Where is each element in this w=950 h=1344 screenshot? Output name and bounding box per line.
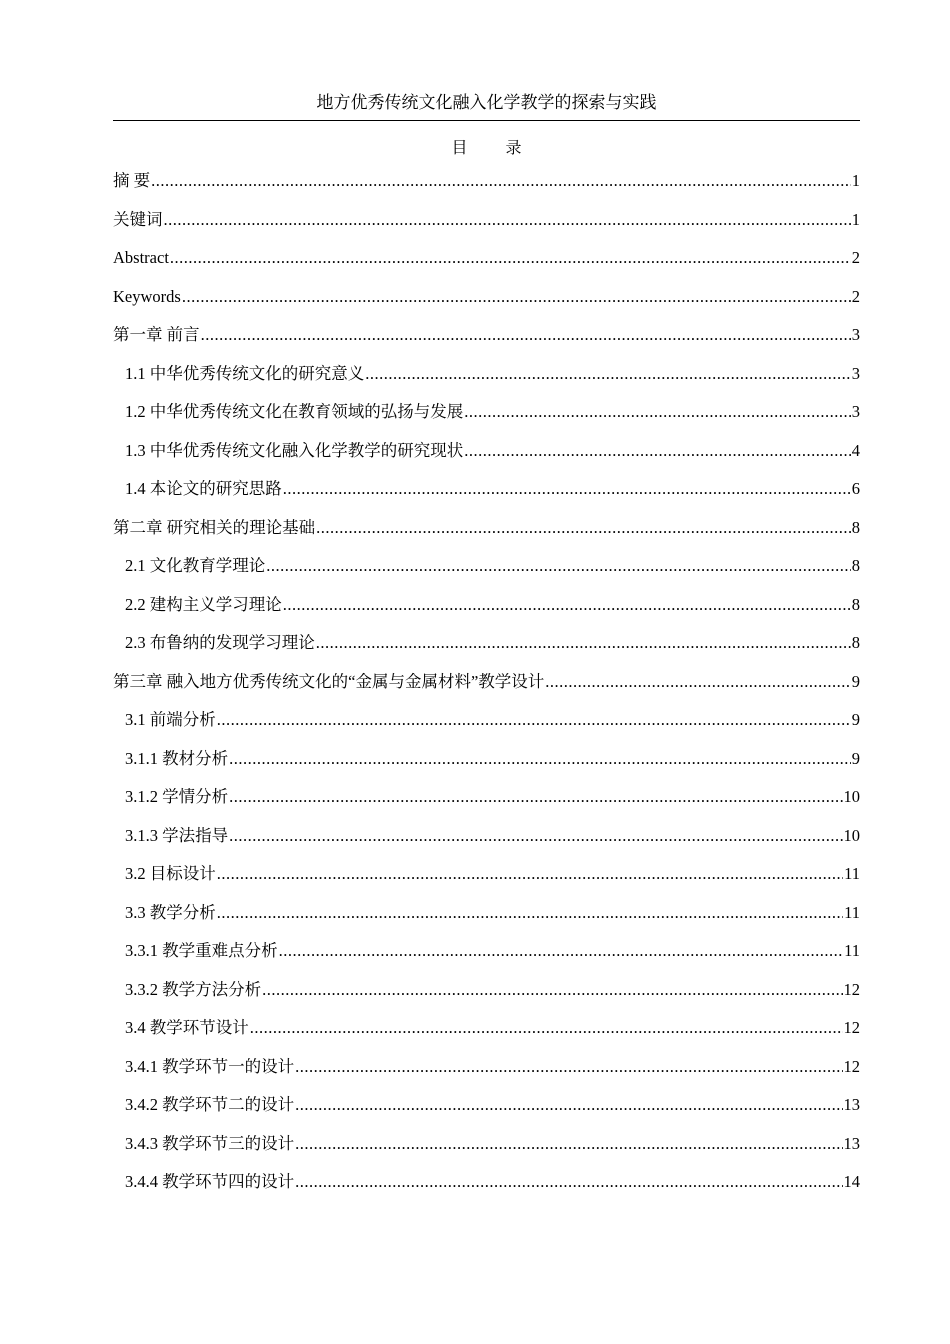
toc-dot-leader [217,707,851,733]
toc-entry-label: 摘 要 [113,171,151,190]
toc-entry-page-number: 8 [851,633,860,652]
toc-entry-page-number: 10 [843,825,860,845]
toc-entry[interactable] [113,669,860,708]
toc-entry-label: 3.4.4 教学环节四的设计 [125,1172,295,1191]
toc-entry-label: 3.4 教学环节设计 [125,1018,249,1037]
toc-entry-label: Abstract [113,248,169,267]
toc-dot-leader [283,476,851,502]
toc-entry-label: 2.2 建构主义学习理论 [125,594,282,614]
toc-entry[interactable] [113,630,860,669]
toc-entry[interactable] [113,900,860,939]
toc-entry[interactable] [113,476,860,515]
toc-dot-leader [283,592,851,618]
toc-entry[interactable] [113,515,860,554]
toc-entry-label: 1.3 中华优秀传统文化融入化学教学的研究现状 [125,440,464,460]
toc-title [113,137,860,159]
toc-dot-leader [365,361,851,387]
toc-entry-page-number: 9 [851,671,860,691]
toc-dot-leader [295,1054,842,1080]
toc-entry[interactable] [113,592,860,631]
toc-dot-leader [164,207,851,233]
toc-dot-leader [266,553,851,579]
toc-entry-page-number: 11 [844,941,860,960]
toc-entry[interactable] [113,245,860,284]
toc-entry-page-number: 1 [851,209,860,229]
toc-entry[interactable] [113,284,860,323]
toc-entry-page-number: 13 [843,1095,860,1114]
toc-dot-leader [182,284,851,310]
toc-entry[interactable] [113,399,860,438]
toc-dot-leader [464,438,851,464]
toc-dot-leader [295,1092,842,1118]
toc-dot-leader [151,168,851,194]
toc-entry-page-number: 9 [851,710,860,729]
toc-entry-page-number: 8 [851,594,860,614]
toc-dot-leader [201,322,851,348]
toc-entry-page-number: 8 [851,517,860,537]
toc-title-left: 目 [451,138,468,157]
toc-dot-leader [316,515,851,541]
toc-dot-leader [229,784,842,810]
document-title: 地方优秀传统文化融入化学教学的探索与实践 [316,93,657,113]
toc-entry[interactable] [113,1169,860,1208]
toc-entry-label: 第二章 研究相关的理论基础 [113,517,316,537]
toc-entry-page-number: 4 [851,440,860,460]
toc-entry-label: 3.3.1 教学重难点分析 [125,941,278,960]
toc-entry-label: 3.4.3 教学环节三的设计 [125,1133,295,1153]
toc-entry-page-number: 14 [843,1172,860,1191]
toc-entry-page-number: 6 [851,479,860,498]
toc-dot-leader [316,630,851,656]
toc-entry-page-number: 2 [851,286,860,306]
toc-entry-page-number: 8 [851,556,860,575]
toc-entry[interactable] [113,553,860,592]
toc-entry[interactable] [113,1015,860,1054]
toc-title-right: 录 [505,138,522,157]
toc-dot-leader [464,399,851,425]
toc-dot-leader [295,1169,842,1195]
toc-dot-leader [217,861,843,887]
toc-entry-label: 3.4.2 教学环节二的设计 [125,1095,295,1114]
toc-entry[interactable] [113,1131,860,1170]
toc-entry-page-number: 1 [851,171,860,190]
toc-entry[interactable] [113,1054,860,1093]
toc-entry-page-number: 13 [843,1133,860,1153]
toc-entry[interactable] [113,938,860,977]
toc-entry-label: 1.1 中华优秀传统文化的研究意义 [125,363,365,383]
toc-entry-page-number: 11 [844,864,860,883]
toc-entry-label: 第三章 融入地方优秀传统文化的“金属与金属材料”教学设计 [113,671,545,691]
toc-entry-page-number: 12 [843,1056,860,1076]
toc-entry-page-number: 9 [851,748,860,768]
toc-entry-page-number: 3 [851,325,860,344]
toc-dot-leader [229,746,851,772]
toc-entry-page-number: 11 [844,902,860,922]
toc-entry[interactable] [113,168,860,207]
toc-dot-leader [250,1015,843,1041]
toc-entry-label: 3.1.1 教材分析 [125,748,229,768]
toc-entry[interactable] [113,784,860,823]
toc-entry-page-number: 12 [843,979,860,999]
toc-entry-label: 1.4 本论文的研究思路 [125,479,282,498]
toc-entry-page-number: 12 [843,1018,860,1037]
toc-entry[interactable] [113,207,860,246]
toc-entry-label: 3.3 教学分析 [125,902,216,922]
toc-entry-page-number: 2 [851,248,860,267]
toc-entry-page-number: 3 [851,402,860,421]
toc-dot-leader [229,823,842,849]
toc-entry-label: 3.2 目标设计 [125,864,216,883]
toc-entry-label: 3.3.2 教学方法分析 [125,979,262,999]
toc-entry[interactable] [113,1092,860,1131]
toc-entry-label: Keywords [113,286,181,306]
toc-dot-leader [262,977,842,1003]
toc-entry-label: 关键词 [113,209,163,229]
toc-entry[interactable] [113,746,860,785]
toc-entry-label: 3.1 前端分析 [125,710,216,729]
toc-entry[interactable] [113,861,860,900]
toc-entry-label: 3.1.2 学情分析 [125,787,229,806]
toc-entry[interactable] [113,977,860,1016]
page-header [113,92,860,121]
toc-entry[interactable] [113,361,860,400]
table-of-contents [113,168,860,1208]
toc-entry-label: 2.3 布鲁纳的发现学习理论 [125,633,315,652]
toc-entry-label: 3.4.1 教学环节一的设计 [125,1056,295,1076]
toc-entry-label: 1.2 中华优秀传统文化在教育领域的弘扬与发展 [125,402,464,421]
toc-dot-leader [170,245,851,271]
toc-entry-label: 2.1 文化教育学理论 [125,556,266,575]
toc-entry-page-number: 3 [851,363,860,383]
toc-dot-leader [295,1131,842,1157]
toc-dot-leader [217,900,843,926]
toc-entry-page-number: 10 [843,787,860,806]
toc-entry[interactable] [113,823,860,862]
toc-entry-label: 第一章 前言 [113,325,200,344]
toc-dot-leader [279,938,843,964]
toc-entry[interactable] [113,322,860,361]
toc-entry-label: 3.1.3 学法指导 [125,825,229,845]
toc-entry[interactable] [113,707,860,746]
toc-entry[interactable] [113,438,860,477]
toc-dot-leader [545,669,850,695]
